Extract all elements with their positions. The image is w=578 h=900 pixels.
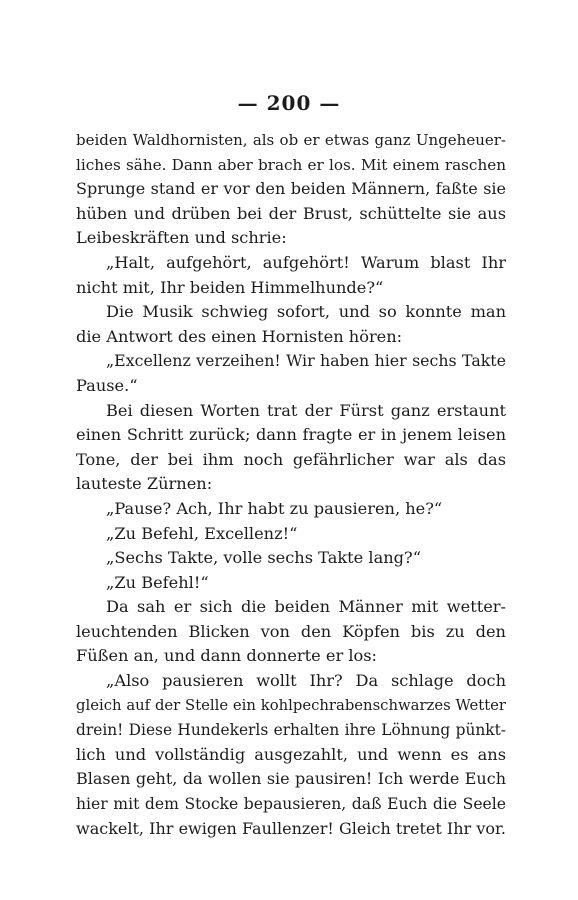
text-line: wackelt, Ihr ewigen Faullenzer! Gleich tretet Ihr vor. <box>76 818 506 838</box>
text-line: lauteste Zürnen: <box>76 474 213 494</box>
text-line: Pause.“ <box>76 375 138 395</box>
body-text <box>76 128 506 841</box>
text-line: „Excellenz verzeihen! Wir haben hier sechs Takte <box>106 351 506 371</box>
text-line: Sprunge stand er vor den beiden Männern, faßte sie <box>76 179 506 199</box>
text-line: „Also pausieren wollt Ihr? Da schlage doch <box>106 671 506 691</box>
text-line: „Pause? Ach, Ihr habt zu pausieren, he?“ <box>106 498 443 518</box>
text-line: beiden Waldhornisten, als ob er etwas ganz Ungeheuer- <box>76 131 506 149</box>
text-line: Leibeskräften und schrie: <box>76 228 287 248</box>
text-line: „Zu Befehl, Excellenz!“ <box>106 523 298 543</box>
text-line: Bei diesen Worten trat der Fürst ganz erstaunt <box>106 400 506 420</box>
text-line: hüben und drüben bei der Brust, schüttelte sie aus <box>76 203 506 223</box>
text-line: gleich auf der Stelle ein kohlpechrabenschwarzes Wetter <box>76 696 506 714</box>
text-line: Füßen an, und dann donnerte er los: <box>76 646 378 666</box>
text-line: „Sechs Takte, volle sechs Takte lang?“ <box>106 548 421 568</box>
text-line: hier mit dem Stocke bepausieren, daß Euch die Seele <box>76 795 506 814</box>
text-line: Die Musik schwieg sofort, und so konnte man <box>106 302 506 322</box>
text-line: Tone, der bei ihm noch gefährlicher war als das <box>76 449 506 469</box>
text-line: Blasen geht, da wollen sie pausiren! Ich werde Euch <box>76 769 506 789</box>
text-line: liches sähe. Dann aber brach er los. Mit einem raschen <box>76 155 506 174</box>
text-line: nicht mit, Ihr beiden Himmelhunde?“ <box>76 277 384 297</box>
text-line: Da sah er sich die beiden Männer mit wetter- <box>106 597 506 617</box>
text-line: „Zu Befehl!“ <box>106 572 209 592</box>
text-line: lich und vollständig ausgezahlt, und wenn es ans <box>76 744 506 764</box>
text-line: die Antwort des einen Hornisten hören: <box>76 326 403 346</box>
text-line: „Halt, aufgehört, aufgehört! Warum blast Ihr <box>106 252 506 272</box>
page-number: — 200 — <box>237 91 341 115</box>
text-line: einen Schritt zurück; dann fragte er in jenem leisen <box>76 425 506 445</box>
text-line: drein! Diese Hundekerls erhalten ihre Löhnung pünkt- <box>76 721 506 740</box>
text-line: leuchtenden Blicken von den Köpfen bis zu den <box>76 621 506 641</box>
